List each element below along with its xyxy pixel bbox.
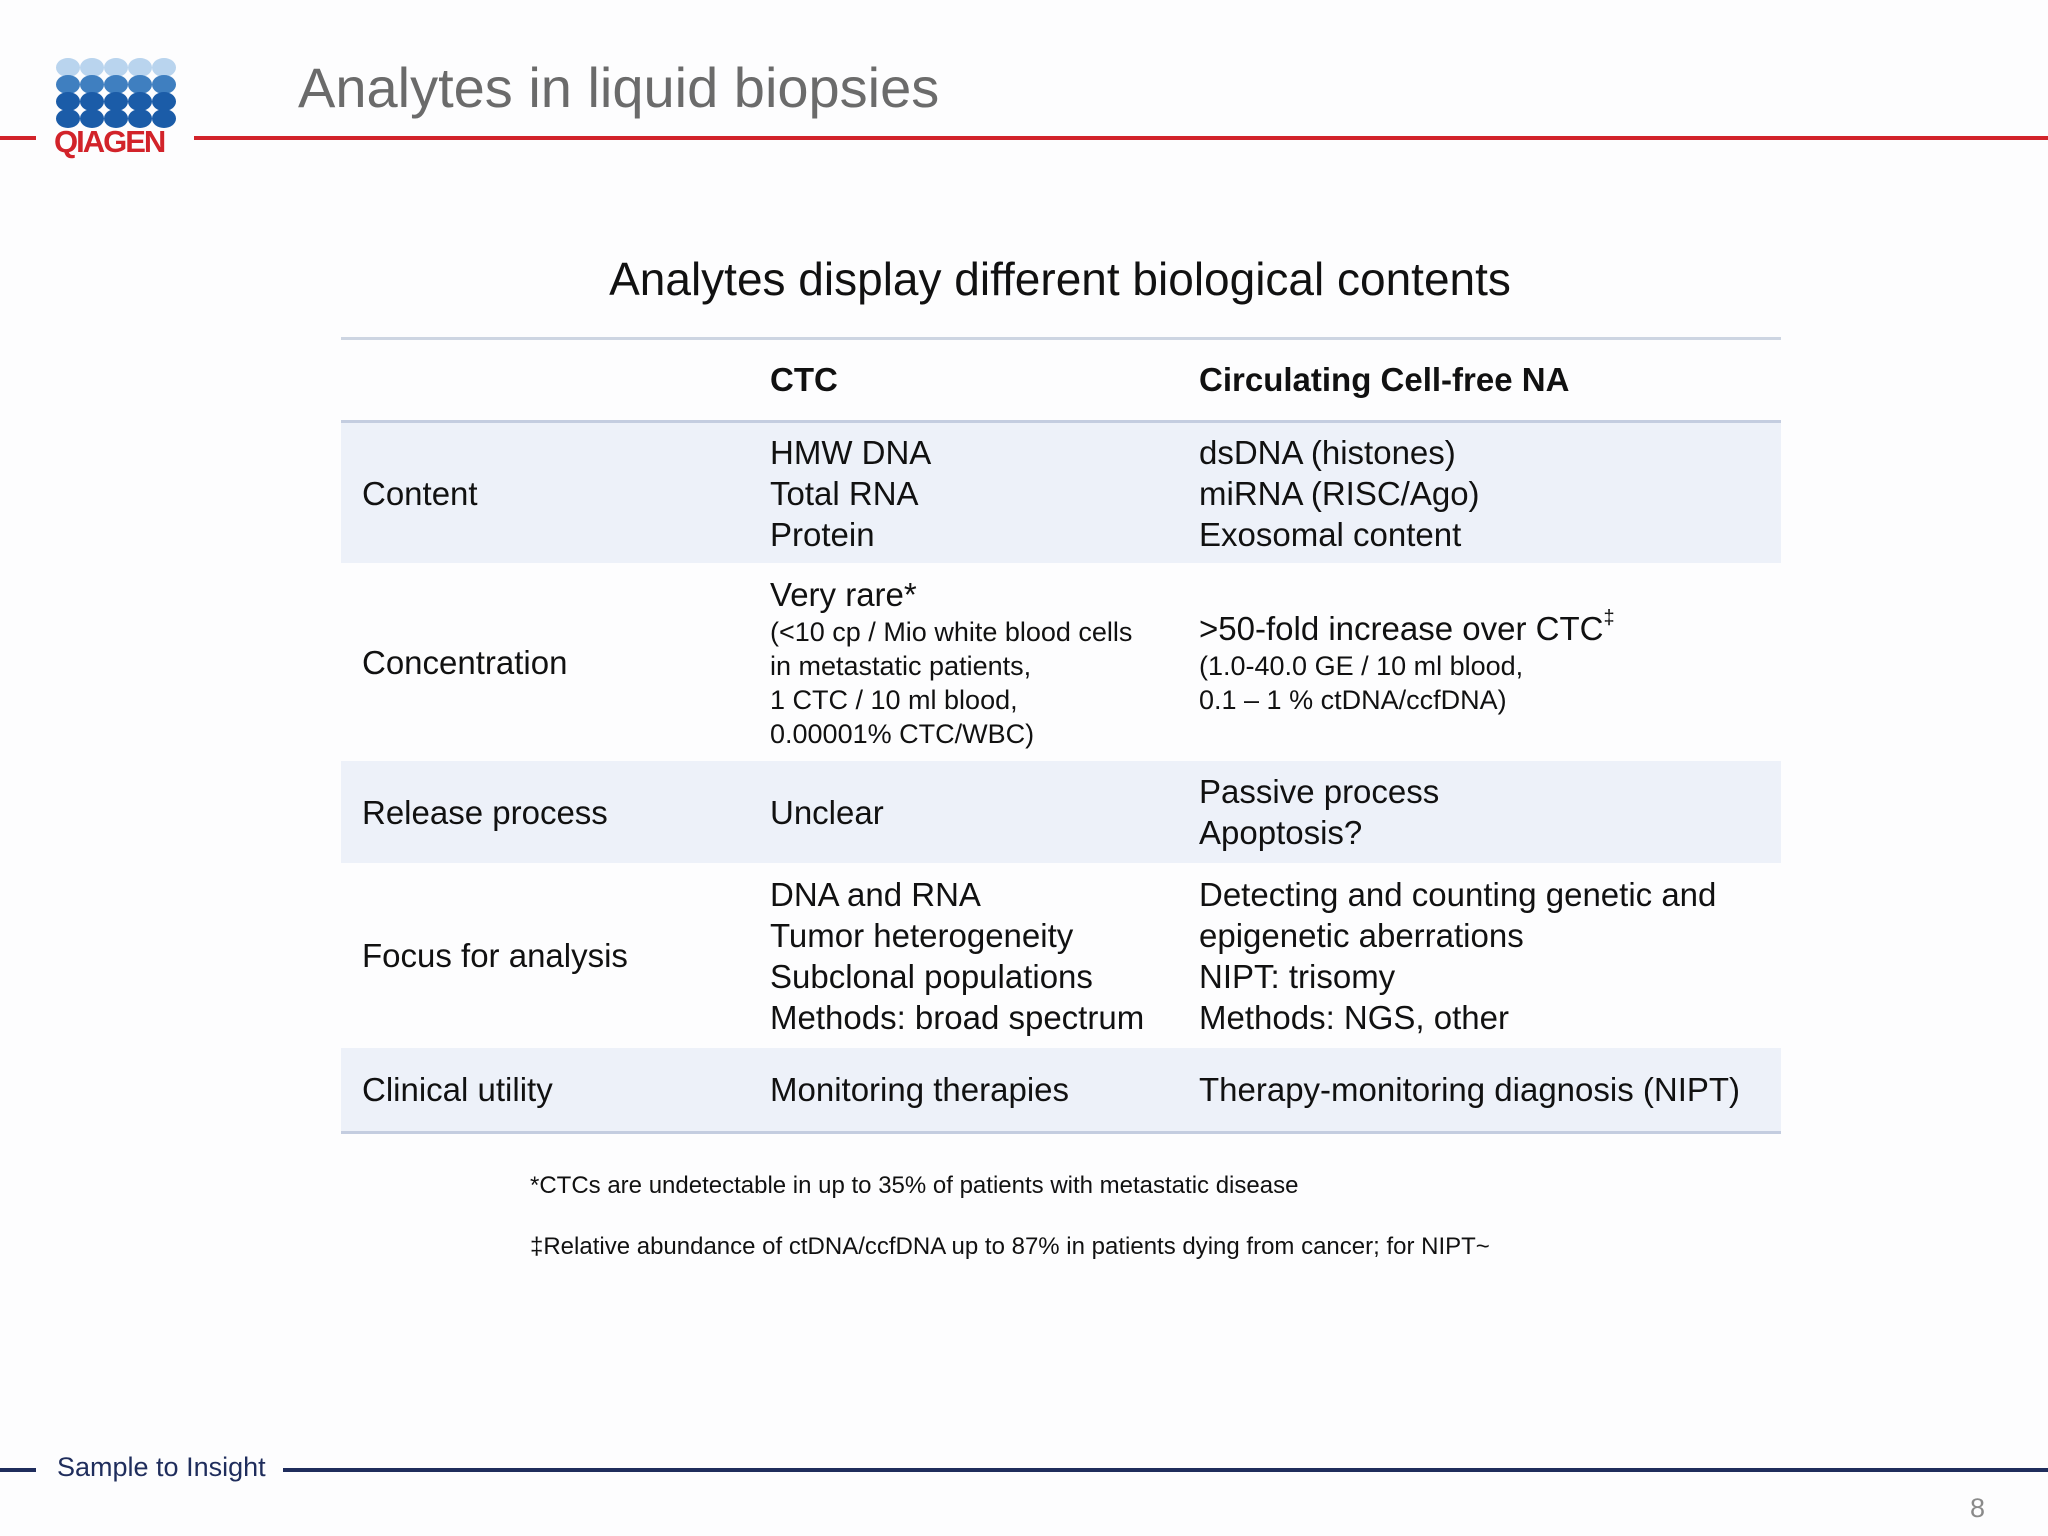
cell-detail-line: in metastatic patients, — [770, 650, 1032, 681]
cell-content-cfna — [1199, 423, 1480, 563]
cell-line: Passive process — [1199, 773, 1440, 810]
footnote-mark: ‡ — [1603, 606, 1615, 629]
cell-line: Exosomal content — [1199, 515, 1462, 553]
cell-release-ctc — [770, 761, 884, 863]
row-label-text: Content — [362, 474, 478, 512]
row-label-focus-for-analysis — [362, 863, 628, 1048]
table-rule-top — [341, 337, 1781, 340]
cell-line: Apoptosis? — [1199, 814, 1363, 851]
header-rule-right — [194, 136, 2048, 140]
cell-line: >50-fold increase over CTC — [1199, 609, 1604, 647]
cell-concentration-cfna — [1199, 563, 1615, 761]
logo-wordmark: QIAGEN — [54, 124, 165, 159]
cell-focus-ctc — [770, 863, 1144, 1048]
row-label-release-process — [362, 761, 608, 863]
cell-line: HMW DNA — [770, 433, 932, 471]
row-label-text: Focus for analysis — [362, 937, 628, 974]
row-label-clinical-utility — [362, 1048, 553, 1131]
slide-title: Analytes in liquid biopsies — [298, 56, 940, 119]
cell-line: Methods: broad spectrum — [770, 998, 1145, 1036]
cell-concentration-ctc — [770, 563, 1132, 761]
table-rule-bottom — [341, 1131, 1781, 1134]
cell-detail-line: (<10 cp / Mio white blood cells — [770, 616, 1133, 647]
cell-line: DNA and RNA — [770, 875, 981, 913]
footer-rule-right — [283, 1468, 2048, 1472]
column-header-cfna: Circulating Cell-free NA — [1199, 361, 1570, 398]
cell-clinical-cfna — [1199, 1048, 1740, 1131]
cell-release-cfna — [1199, 761, 1439, 863]
page-number: 8 — [1970, 1493, 1986, 1523]
footnote-abundance: ‡Relative abundance of ctDNA/ccfDNA up to 87% in patients dying from cancer; for NIPT~ — [530, 1233, 1490, 1260]
footnote-ctc: *CTCs are undetectable in up to 35% of patients with metastatic disease — [530, 1172, 1299, 1199]
cell-line: Subclonal populations — [770, 957, 1093, 995]
cell-line-with-mark — [1199, 608, 1615, 649]
cell-content-ctc — [770, 423, 931, 563]
cell-clinical-ctc — [770, 1048, 1069, 1131]
cell-line: Protein — [770, 515, 875, 553]
cell-line: Methods: NGS, other — [1199, 998, 1509, 1036]
cell-line: miRNA (RISC/Ago) — [1199, 474, 1480, 512]
qiagen-logo — [50, 54, 190, 160]
cell-focus-cfna — [1199, 863, 1716, 1048]
footer-tagline: Sample to Insight — [57, 1452, 266, 1482]
cell-line: Tumor heterogeneity — [770, 916, 1074, 954]
cell-detail-line: 0.1 – 1 % ctDNA/ccfDNA) — [1199, 684, 1507, 715]
header-rule-left — [0, 136, 36, 140]
cell-line: Very rare* — [770, 575, 917, 613]
row-label-content — [362, 423, 478, 563]
cell-line: Detecting and counting genetic and — [1199, 875, 1717, 913]
row-label-text: Clinical utility — [362, 1071, 553, 1108]
cell-detail-line: (1.0-40.0 GE / 10 ml blood, — [1199, 650, 1524, 681]
table-row-concentration — [341, 563, 1781, 761]
column-header-ctc: CTC — [770, 361, 838, 398]
cell-line: epigenetic aberrations — [1199, 916, 1524, 954]
cell-line: NIPT: trisomy — [1199, 957, 1396, 995]
table-row-release-process — [341, 761, 1781, 863]
row-label-text: Concentration — [362, 643, 568, 681]
table-subtitle: Analytes display different biological contents — [609, 253, 1511, 305]
cell-line: dsDNA (histones) — [1199, 433, 1456, 471]
cell-line: Therapy-monitoring diagnosis (NIPT) — [1199, 1071, 1741, 1108]
row-label-concentration — [362, 563, 567, 761]
table-row-focus-for-analysis — [341, 863, 1781, 1048]
table-row-clinical-utility — [341, 1048, 1781, 1131]
row-label-text: Release process — [362, 793, 608, 831]
cell-line: Monitoring therapies — [770, 1071, 1069, 1108]
table-row-content — [341, 423, 1781, 563]
cell-line: Unclear — [770, 793, 884, 831]
cell-line: Total RNA — [770, 474, 919, 512]
footer-rule-left — [0, 1468, 36, 1472]
cell-detail-line: 0.00001% CTC/WBC) — [770, 718, 1035, 749]
cell-detail-line: 1 CTC / 10 ml blood, — [770, 684, 1018, 715]
